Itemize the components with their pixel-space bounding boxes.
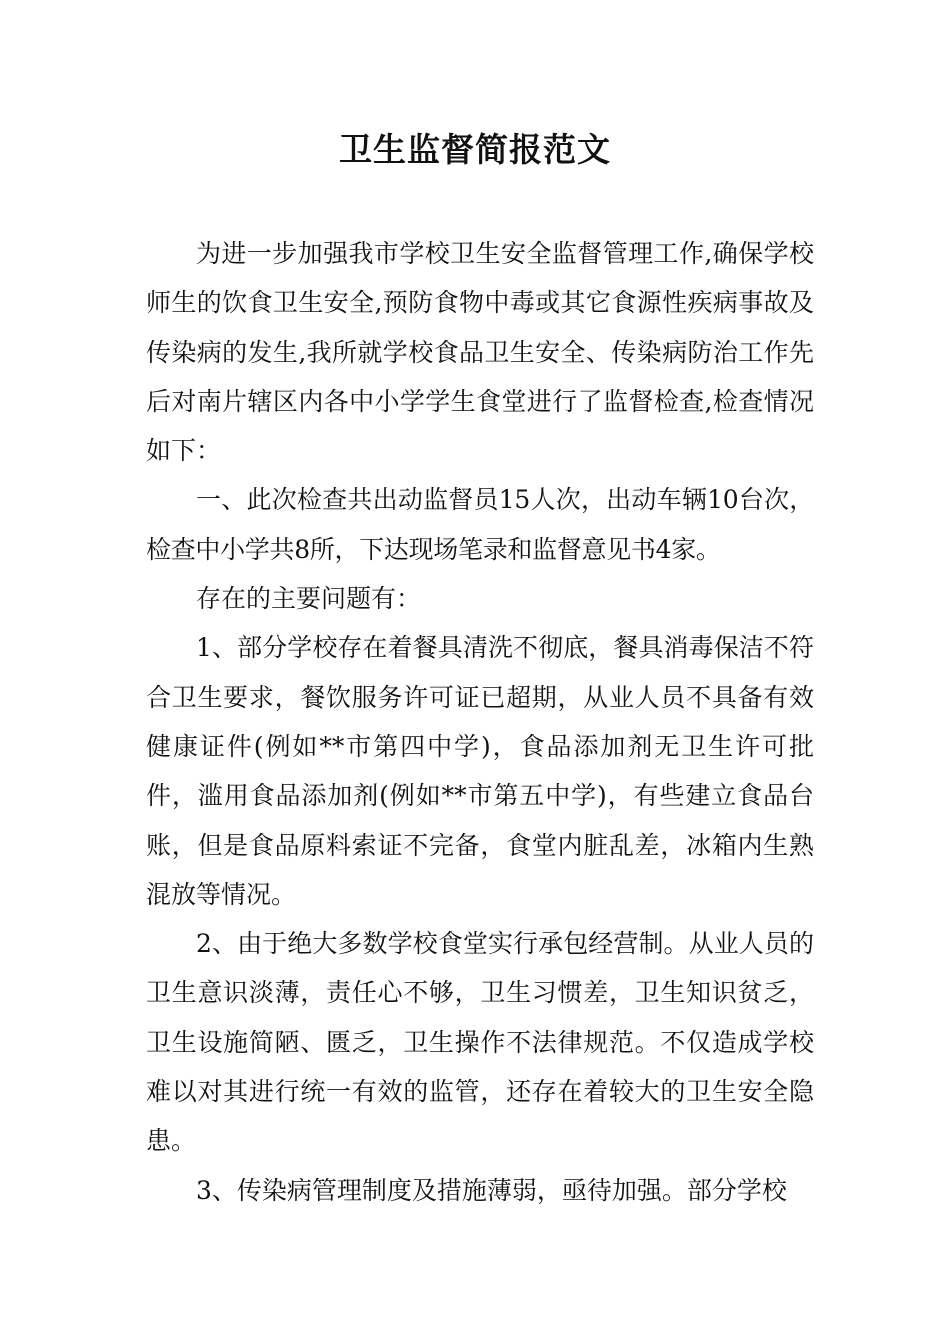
paragraph-problem-3: 3、传染病管理制度及措施薄弱，亟待加强。部分学校 [196,1175,787,1205]
document-title: 卫生监督简报范文 [339,130,611,169]
paragraph-problem-2: 2、由于绝大多数学校食堂实行承包经营制。从业人员的卫生意识淡薄，责任心不够，卫生习惯差，卫生知识贫乏，卫生设施简陋、匮乏，卫生操作不法律规范。不仅造成学校难以对其进行统一有效的监管，还存在着较大的卫生安全隐患。 [146,929,814,1156]
paragraph-problem-1: 1、部分学校存在着餐具清洗不彻底，餐具消毒保洁不符合卫生要求，餐饮服务许可证已超期，从业人员不具备有效健康证件(例如**市第四中学)，食品添加剂无卫生许可批件，滥用食品添加剂(例如**市第五中学)，有些建立食品台账，但是食品原料索证不完备，食堂内脏乱差，冰箱内生熟混放等情况。 [146,633,814,909]
paragraph-problems-heading: 存在的主要问题有： [196,584,422,614]
paragraph-intro: 为进一步加强我市学校卫生安全监督管理工作,确保学校师生的饮食卫生安全,预防食物中毒或其它食源性疾病事故及传染病的发生,我所就学校食品卫生安全、传染病防治工作先后对南片辖区内各中小学学生食堂进行了监督检查,检查情况如下： [146,239,814,466]
document-body [146,229,814,1215]
paragraph-inspection-summary: 一、此次检查共出动监督员15人次，出动车辆10台次，检查中小学共8所，下达现场笔录和监督意见书4家。 [146,485,814,564]
